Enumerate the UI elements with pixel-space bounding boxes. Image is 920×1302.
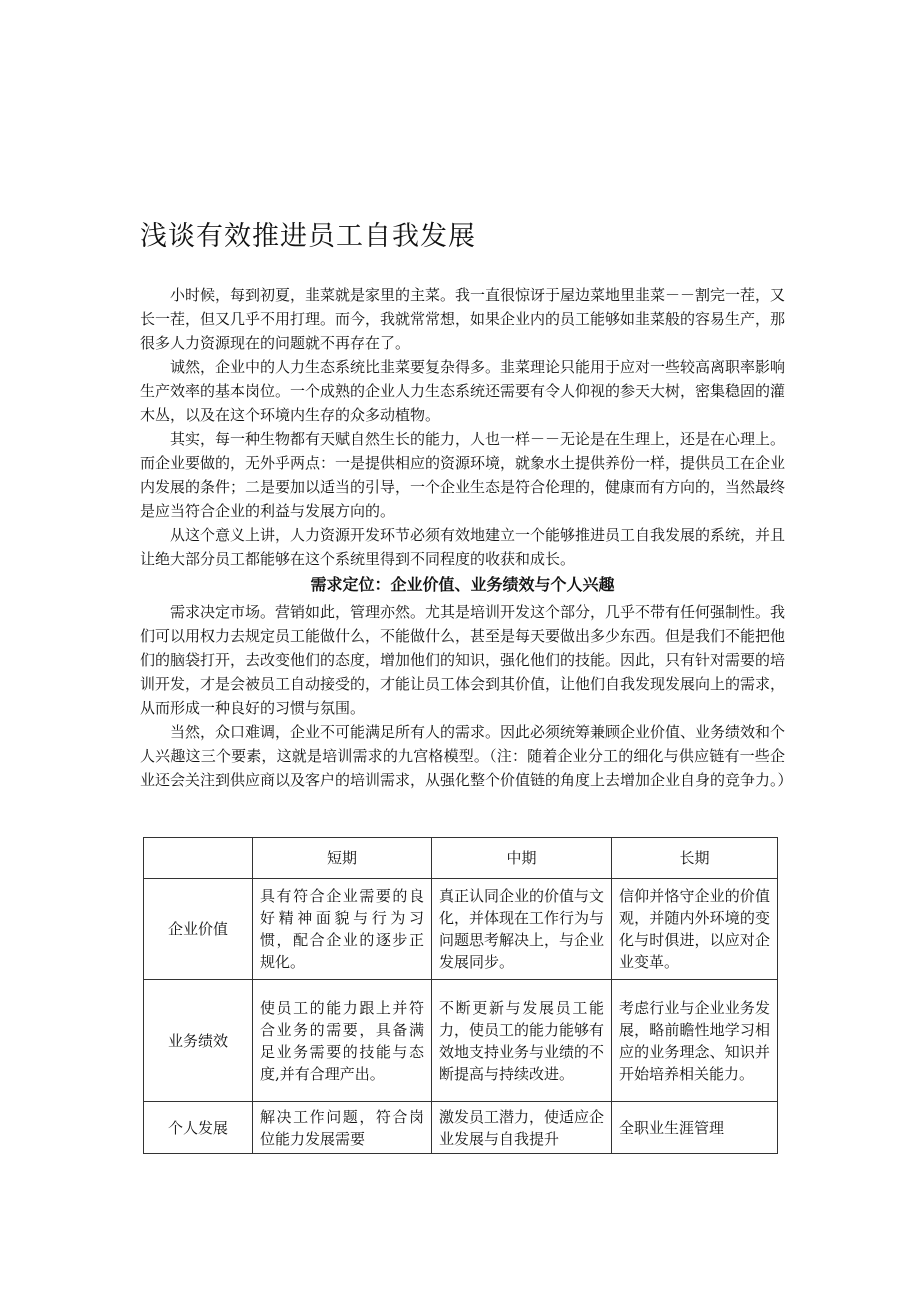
row-label: 企业价值: [144, 879, 253, 980]
table-cell: 激发员工潜力，使适应企业发展与自我提升: [432, 1102, 612, 1154]
table-cell: 解决工作问题，符合岗位能力发展需要: [253, 1102, 432, 1154]
paragraph: 小时候，每到初夏，韭菜就是家里的主菜。我一直很惊讶于屋边菜地里韭菜－－割完一茬，又长一茬，但又几乎不用打理。而今，我就常常想，如果企业内的员工能够如韭菜般的容易生产，那很多人力资源现在的问题就不再存在了。: [140, 286, 786, 352]
document-title: 浅谈有效推进员工自我发展: [140, 221, 476, 252]
header-cell: 短期: [253, 838, 432, 879]
paragraph: 当然，众口难调，企业不可能满足所有人的需求。因此必须统筹兼顾企业价值、业务绩效和个人兴趣这三个要素，这就是培训需求的九宫格模型。（注：随着企业分工的细化与供应链有一些企业还会关注到供应商以及客户的培训需求，从强化整个价值链的角度上去增加企业自身的竞争力。）: [140, 723, 793, 789]
row-label: 业务绩效: [144, 980, 253, 1102]
training-needs-grid-table: [143, 837, 778, 1154]
table-row: [144, 980, 778, 1102]
table-cell: 使员工的能力跟上并符合业务的需要，具备满足业务需要的技能与态度,并有合理产出。: [253, 980, 432, 1102]
table-cell: 信仰并恪守企业的价值观，并随内外环境的变化与时俱进，以应对企业变革。: [612, 879, 778, 980]
row-label: 个人发展: [144, 1102, 253, 1154]
table-cell: 不断更新与发展员工能力，使员工的能力能够有效地支持业务与业绩的不断提高与持续改进。: [432, 980, 612, 1102]
paragraph: 诚然，企业中的人力生态系统比韭菜要复杂得多。韭菜理论只能用于应对一些较高离职率影响生产效率的基本岗位。一个成熟的企业人力生态系统还需要有令人仰视的参天大树，密集稳固的灌木丛，以及在这个环境内生存的众多动植物。: [140, 358, 786, 424]
table-header-row: [144, 838, 778, 879]
table-cell: 考虑行业与企业业务发展，略前瞻性地学习相应的业务理念、知识并开始培养相关能力。: [612, 980, 778, 1102]
paragraph: 从这个意义上讲，人力资源开发环节必须有效地建立一个能够推进员工自我发展的系统，并且让绝大部分员工都能够在这个系统里得到不同程度的收获和成长。: [140, 526, 786, 568]
section-heading: 需求定位：企业价值、业务绩效与个人兴趣: [310, 575, 615, 594]
header-cell: [144, 838, 253, 879]
table-cell: 真正认同企业的价值与文化，并体现在工作行为与问题思考解决上，与企业发展同步。: [432, 879, 612, 980]
table-row: [144, 879, 778, 980]
table-cell: 全职业生涯管理: [612, 1102, 778, 1154]
document-body: [140, 283, 793, 792]
paragraph: 需求决定市场。营销如此，管理亦然。尤其是培训开发这个部分，几乎不带有任何强制性。我们可以用权力去规定员工能做什么，不能做什么，甚至是每天要做出多少东西。但是我们不能把他们的脑袋打开，去改变他们的态度，增加他们的知识，强化他们的技能。因此，只有针对需要的培训开发，才是会被员工自动接受的，才能让员工体会到其价值，让他们自我发现发展向上的需求，从而形成一种良好的习惯与氛围。: [140, 603, 786, 717]
table-row: [144, 1102, 778, 1154]
paragraph: 其实，每一种生物都有天赋自然生长的能力，人也一样－－无论是在生理上，还是在心理上。而企业要做的，无外乎两点：一是提供相应的资源环境，就象水土提供养份一样，提供员工在企业内发展的条件；二是要加以适当的引导，一个企业生态是符合伦理的，健康而有方向的，当然最终是应当符合企业的利益与发展方向的。: [140, 430, 786, 520]
header-cell: 长期: [612, 838, 778, 879]
header-cell: 中期: [432, 838, 612, 879]
table-cell: 具有符合企业需要的良好精神面貌与行为习惯，配合企业的逐步正规化。: [253, 879, 432, 980]
